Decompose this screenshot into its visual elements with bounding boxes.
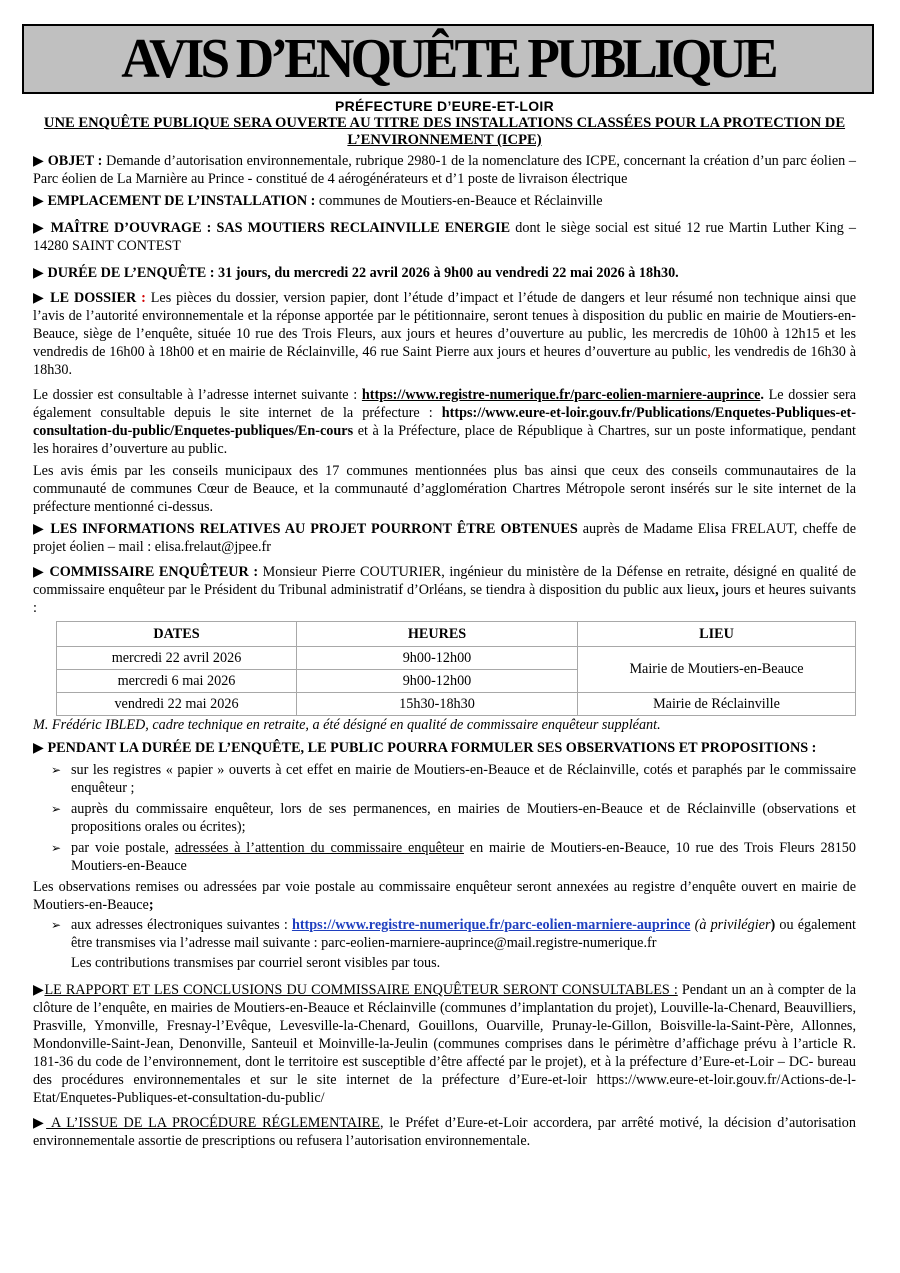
issue-label: A L’ISSUE DE LA PROCÉDURE RÉGLEMENTAIRE — [46, 1115, 380, 1131]
arrow-icon: ▶ — [33, 290, 46, 306]
dossier-label: LE DOSSIER — [50, 290, 137, 306]
row-lieu: Mairie de Moutiers-en-Beauce — [578, 647, 856, 693]
list-item: ➢ auprès du commissaire enquêteur, lors de ses permanences, en mairies de Moutiers-en-Beauce et de Réclainville (observations et propositions orales ou écrites); — [51, 801, 856, 835]
arrow-icon: ▶ — [33, 982, 45, 998]
registre-email-link[interactable]: https://www.registre-numerique.fr/parc-eolien-marniere-auprince — [291, 917, 691, 933]
commissaire-comma: , — [715, 582, 719, 598]
dossier-text: Les pièces du dossier, version papier, dont l’étude d’impact et l’étude de dangers et leur résumé non technique ainsi que l’avis de l’autorité environnementale et la réponse apportée par le pétitionnaire, seront tenues à disposition du public en mairie de Moutiers-en-Beauce, siège de l’enquête, située 10 rue des Trois Fleurs, aux jours et heures d’ouverture au public, les mercredis de 10h00 à 12h15 et les vendredis de 16h00 à 18h00 et en mairie de Réclainville, 46 rue Saint Pierre aux jours et heures d’ouverture au public — [33, 290, 857, 360]
notice-subtitle: UNE ENQUÊTE PUBLIQUE SERA OUVERTE AU TITRE DES INSTALLATIONS CLASSÉES POUR LA PROTECTION DE L’ENVIRONNEMENT (ICPE) — [43, 115, 846, 148]
issue-text: , le Préfet d’Eure-et-Loir accordera, par arrêté motivé, la décision d’autorisation environnementale assortie de prescriptions ou refusera l’autorisation environnementale. — [33, 1115, 856, 1149]
informations-label: LES INFORMATIONS RELATIVES AU PROJET POURRONT ÊTRE OBTENUES — [50, 521, 578, 537]
table-header-row — [57, 622, 856, 647]
row-date: vendredi 22 mai 2026 — [57, 693, 297, 716]
chevron-icon: ➢ — [51, 918, 62, 932]
rapport-label: LE RAPPORT ET LES CONCLUSIONS DU COMMISSAIRE ENQUÊTEUR SERONT CONSULTABLES : — [44, 982, 678, 998]
arrow-icon: ▶ — [33, 1115, 47, 1131]
commissaire-label: COMMISSAIRE ENQUÊTEUR : — [49, 564, 259, 580]
prefecture-link[interactable]: https://www.eure-et-loir.gouv.fr/Publications/Enquetes-Publiques-et-consultation-du-public/Enquetes-publiques/En-cours — [33, 405, 856, 439]
duree-label: DURÉE DE L’ENQUÊTE : 31 jours, du mercredi 22 avril 2026 à 9h00 au vendredi 22 mai 2026 à 18h30. — [47, 265, 679, 281]
duree-section — [33, 264, 856, 282]
row-hours: 9h00-12h00 — [297, 670, 578, 693]
header-heures: HEURES — [297, 622, 578, 647]
row-hours: 15h30-18h30 — [297, 693, 578, 716]
rapport-text: Pendant un an à compter de la clôture de l’enquête, en mairies de Moutiers-en-Beauce et Réclainville (communes d’implantation du projet), Louville-la-Chenard, Beauvilliers, Prasville, Ymonville, Fresnay-l’Evêque, Levesville-la-Chenard, Gouillons, Ouarville, Prunay-le-Gillon, Boisville-la-Saint-Père, Allonnes, Mondonville-Saint-Jean, Denonville, Santeuil et Moinville-la-Jeulin (communes comprises dans le périmètre d’affichage prévu à l’article R. 181-36 du code de l’environnement, dont le territoire est susceptible d’être affecté par le projet), et à la préfecture d’Eure-et-Loir – DC- bureau des procédures environnementales et sur le site internet de la préfecture d’Eure-et-loir https://www.eure-et-loir.gouv.fr/Actions-de-l-Etat/Enquetes-Publiques-et-consultation-du-public/ — [33, 982, 856, 1106]
maitre-section — [33, 219, 856, 255]
chevron-icon: ➢ — [51, 802, 62, 816]
arrow-icon: ▶ — [33, 521, 46, 537]
objet-section — [33, 152, 856, 188]
header-lieu: LIEU — [578, 622, 856, 647]
schedule-table — [56, 621, 856, 716]
maitre-label: MAÎTRE D’OUVRAGE : SAS MOUTIERS RECLAINVILLE ENERGIE — [50, 220, 511, 236]
observation-methods-list — [33, 761, 856, 875]
consultable-line2: Le dossier sera également consultable depuis le site internet de la préfecture : — [33, 387, 856, 421]
arrow-icon: ▶ — [33, 153, 45, 169]
commissaire-text-end: jours et heures suivants : — [33, 582, 856, 616]
arrow-icon: ▶ — [33, 220, 46, 236]
commissaire-section — [33, 563, 856, 617]
dossier-colon: : — [136, 290, 146, 306]
arrow-icon: ▶ — [33, 265, 44, 281]
registre-link[interactable]: https://www.registre-numerique.fr/parc-eolien-marniere-auprince — [361, 387, 761, 403]
emplacement-text: communes de Moutiers-en-Beauce et Réclainville — [315, 193, 603, 209]
arrow-icon: ▶ — [33, 740, 44, 756]
consultable-section — [33, 386, 856, 458]
title-banner — [22, 24, 874, 94]
chevron-icon: ➢ — [51, 763, 62, 777]
pendant-label: PENDANT LA DURÉE DE L’ENQUÊTE, LE PUBLIC POURRA FORMULER SES OBSERVATIONS ET PROPOSITIONS : — [47, 740, 817, 756]
dossier-section — [33, 289, 856, 379]
consultable-dot: . — [760, 387, 764, 403]
consultable-intro: Le dossier est consultable à l’adresse internet suivante : — [33, 387, 362, 403]
contributions-note: Les contributions transmises par courriel seront visibles par tous. — [71, 955, 441, 971]
email-list — [33, 916, 856, 952]
suppleant-note: M. Frédéric IBLED, cadre technique en retraite, a été désigné en qualité de commissaire enquêteur suppléant. — [33, 717, 661, 733]
row-date: mercredi 6 mai 2026 — [57, 670, 297, 693]
issue-section — [33, 1114, 856, 1150]
objet-label: OBJET : — [47, 153, 103, 169]
emplacement-label: EMPLACEMENT DE L’INSTALLATION : — [47, 193, 316, 209]
consultable-line3: et à la Préfecture, place de République à Chartres, sur un poste informatique, pendant les horaires d’ouverture au public. — [33, 423, 856, 457]
informations-text: auprès de Madame Elisa FRELAUT, cheffe de projet éolien – mail : elisa.frelaut@jpee.fr — [33, 521, 857, 555]
table-row — [57, 693, 856, 716]
chevron-icon: ➢ — [51, 841, 62, 855]
emplacement-section — [33, 192, 856, 210]
commissaire-text: Monsieur Pierre COUTURIER, ingénieur du ministère de la Défense en retraite, désigné en qualité de commissaire enquêteur par le Président du Tribunal administratif d’Orléans, se tiendra à disposition du public aux lieux — [33, 564, 857, 598]
observations-paragraph: Les observations remises ou adressées par voie postale au commissaire enquêteur seront annexées au registre d’enquête ouvert en mairie de Moutiers-en-Beauce; — [33, 879, 856, 913]
row-lieu: Mairie de Réclainville — [578, 693, 856, 716]
arrow-icon: ▶ — [33, 564, 45, 580]
row-hours: 9h00-12h00 — [297, 647, 578, 670]
informations-section — [33, 520, 856, 556]
dossier-text-end: les vendredis de 16h30 à 18h30. — [33, 344, 857, 378]
list-item: ➢ aux adresses électroniques suivantes : https://www.registre-numerique.fr/parc-eolien-marniere-auprince (à privilégier) ou également être transmises via l’adresse mail suivante : parc-eolien-marniere-auprince@mail.registre-numerique.fr — [51, 917, 857, 951]
prefecture-name: PRÉFECTURE D’EURE-ET-LOIR — [334, 98, 555, 114]
table-row — [57, 647, 856, 670]
list-item: ➢ sur les registres « papier » ouverts à cet effet en mairie de Moutiers-en-Beauce et de Réclainville, cotés et paraphés par le commissaire enquêteur ; — [51, 762, 856, 796]
list-item: ➢ par voie postale, adressées à l’attention du commissaire enquêteur en mairie de Moutiers-en-Beauce, 10 rue des Trois Fleurs 28150 Moutiers-en-Beauce — [51, 840, 856, 874]
header-dates: DATES — [57, 622, 297, 647]
pendant-section — [33, 739, 856, 757]
objet-text: Demande d’autorisation environnementale, rubrique 2980-1 de la nomenclature des ICPE, concernant la création d’un parc éolien – Parc éolien de La Marnière au Prince - constitué de 4 aérogénérateurs et d’1 poste de livraison électrique — [33, 153, 856, 187]
rapport-section — [33, 981, 856, 1107]
notice-body — [33, 97, 856, 1150]
maitre-text: dont le siège social est situé 12 rue Martin Luther King – 14280 SAINT CONTEST — [33, 220, 856, 254]
page-title: AVIS D’ENQUÊTE PUBLIQUE — [121, 28, 775, 90]
row-date: mercredi 22 avril 2026 — [57, 647, 297, 670]
arrow-icon: ▶ — [33, 193, 44, 209]
dossier-comma: , — [707, 344, 711, 360]
avis-paragraph: Les avis émis par les conseils municipaux des 17 communes mentionnées plus bas ainsi que ceux des conseils communautaires de la communauté de communes Cœur de Beauce, et la communauté d’agglomération Chartres Métropole seront insérés sur le site internet de la préfecture mentionné ci-dessus. — [33, 463, 856, 515]
